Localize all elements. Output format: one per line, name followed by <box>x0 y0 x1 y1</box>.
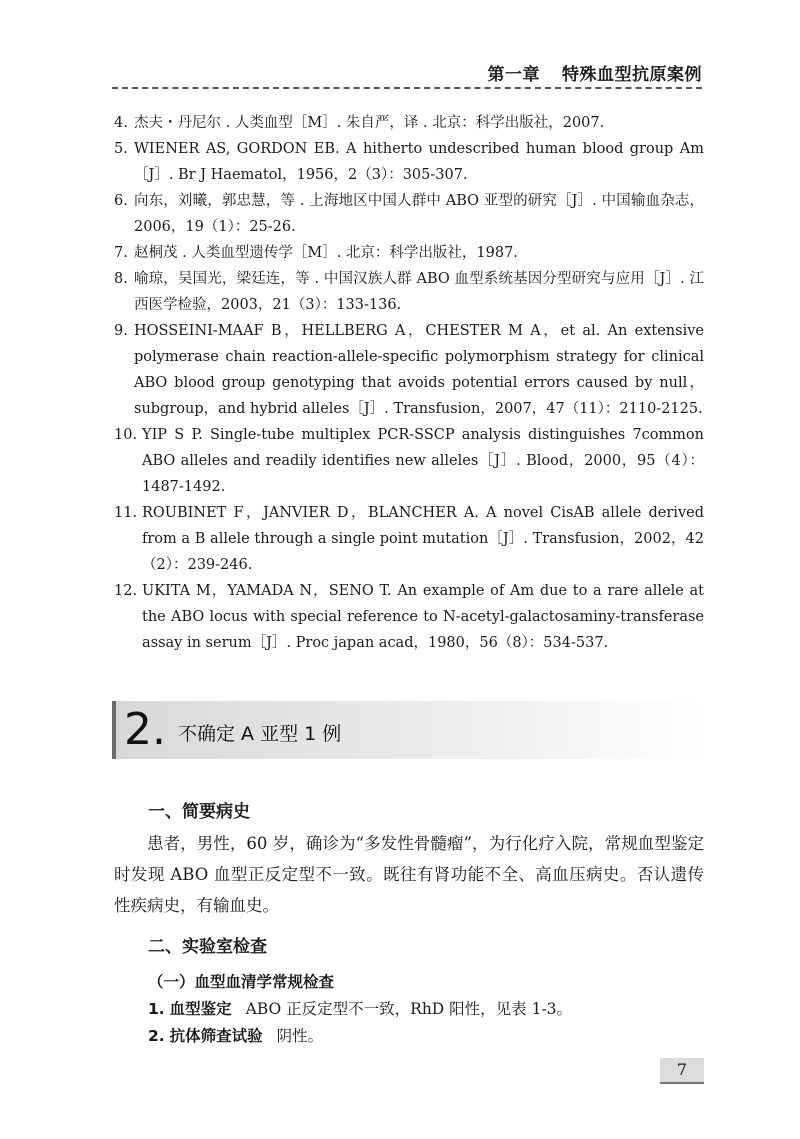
reference-item: 11. ROUBINET F，JANVIER D，BLANCHER A. A novel CisAB allele derived from a B allele through a single point mutation［J］. Transfusion，2002，42（2）：239-246. <box>114 505 704 573</box>
reference-list <box>114 110 704 656</box>
lab-subheading: （一）血型血清学常规检查 <box>148 973 335 991</box>
history-paragraph: 患者，男性，60 岁，确诊为“多发性骨髓瘤”，为行化疗入院，常规血型鉴定时发现 ABO 血型正反定型不一致。既往有肾功能不全、高血压病史。否认遗传性疾病史，有输血史。 <box>114 834 704 915</box>
header-divider <box>112 87 702 89</box>
reference-item: 7. 赵桐茂 . 人类血型遗传学［M］. 北京：科学出版社，1987. <box>114 245 518 261</box>
reference-item: 10. YIP S P. Single-tube multiplex PCR-SSCP analysis distinguishes 7common ABO alleles and readily identifies new alleles［J］. Blood，2000，95（4）：1487-1492. <box>114 427 704 495</box>
history-heading: 一、简要病史 <box>148 802 250 822</box>
section-number: 2. <box>124 704 166 755</box>
lab-item: 1. 血型鉴定 ABO 正反定型不一致，RhD 阳性，见表 1-3。 <box>148 1000 573 1018</box>
reference-item: 12. UKITA M，YAMADA N，SENO T. An example of Am due to a rare allele at the ABO locus with special reference to N-acetyl-galactosaminy-transferase assay in serum［J］. Proc japan acad，1980，56（8）：534-537. <box>114 583 704 651</box>
reference-item: 8. 喻琼，吴国光，梁廷连，等 . 中国汉族人群 ABO 血型系统基因分型研究与应用［J］. 江西医学检验，2003，21（3）：133-136. <box>114 271 704 313</box>
chapter-label: 第一章 <box>487 65 540 85</box>
reference-item: 5. WIENER AS, GORDON EB. A hitherto undescribed human blood group Am［J］. Br J Haematol，1956，2（3）：305-307. <box>114 141 704 183</box>
running-header <box>488 60 703 85</box>
chapter-title: 特殊血型抗原案例 <box>562 65 702 85</box>
section-banner <box>112 701 706 759</box>
lab-item: 2. 抗体筛查试验 阴性。 <box>148 1027 324 1045</box>
reference-item: 9. HOSSEINI-MAAF B，HELLBERG A，CHESTER M A，et al. An extensive polymerase chain reaction-allele-specific polymorphism strategy for clinical ABO blood group genotyping that avoids potential errors caused by null，subgroup，and hybrid alleles［J］. Transfusion，2007，47（11）：2110-2125. <box>114 323 704 417</box>
page-number: 7 <box>660 1058 704 1084</box>
reference-item: 4. 杰夫・丹尼尔 . 人类血型［M］. 朱自严，译 . 北京：科学出版社，2007. <box>114 115 605 131</box>
lab-heading: 二、实验室检查 <box>148 937 267 957</box>
section-title: 不确定 A 亚型 1 例 <box>178 723 342 745</box>
reference-item: 6. 向东，刘曦，郭忠慧，等 . 上海地区中国人群中 ABO 亚型的研究［J］. 中国输血杂志，2006，19（1）：25-26. <box>114 193 704 235</box>
